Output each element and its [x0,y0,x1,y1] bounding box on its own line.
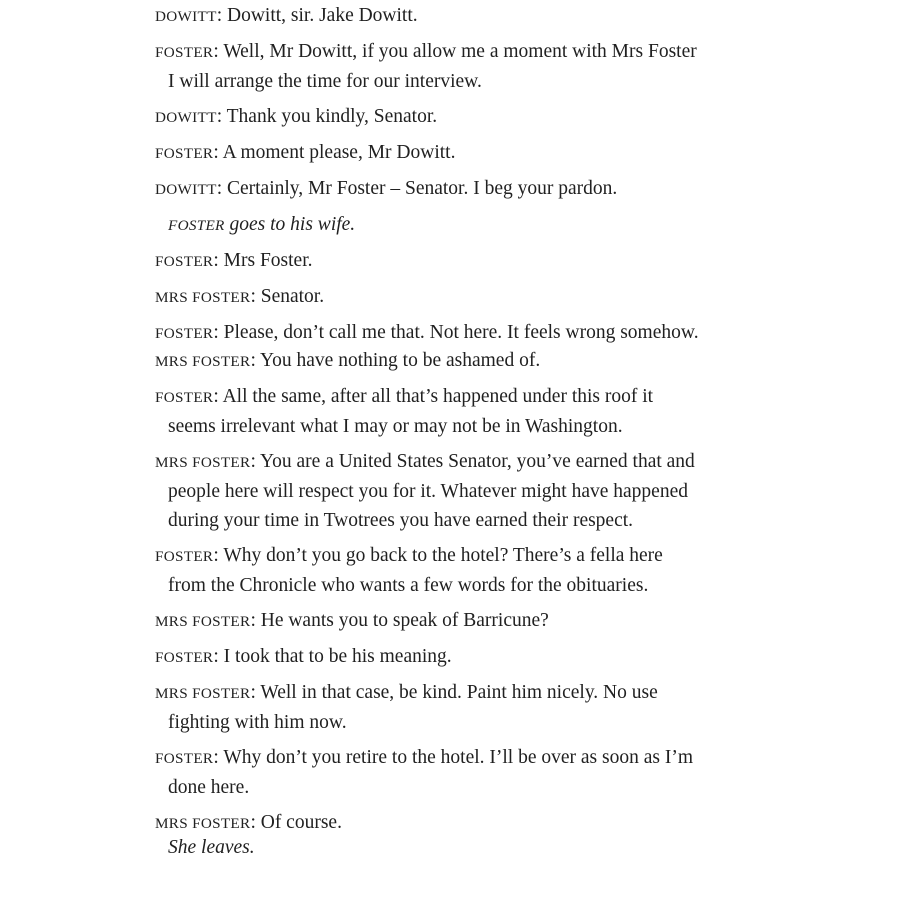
dialogue-line: FOSTER: A moment please, Mr Dowitt. [155,142,456,163]
script-text [155,1,700,868]
dialogue-text: A moment please, Mr Dowitt. [222,142,456,163]
dialogue-line: FOSTER: Well, Mr Dowitt, if you allow me a moment with Mrs Foster I will arrange the time for our interview. [155,41,697,92]
dialogue-text: You are a United States Senator, you’ve earned that and people here will respect you for it. Whatever might have happened during your time in Twotrees you have earned their respect. [168,451,695,531]
speaker-name: FOSTER [155,389,214,406]
dialogue-line: DOWITT: Dowitt, sir. Jake Dowitt. [155,5,418,26]
stage-direction [168,833,700,862]
speaker-name: MRS FOSTER [155,613,251,630]
dialogue-text: Senator. [260,286,325,307]
speaker-name: DOWITT [155,109,217,126]
speaker-name: MRS FOSTER [155,815,251,832]
dialogue-text: I took that to be his meaning. [223,646,452,667]
speaker-name: FOSTER [155,253,214,270]
dialogue-text: Dowitt, sir. Jake Dowitt. [226,5,418,26]
dialogue-line: FOSTER: Why don’t you go back to the hotel? There’s a fella here from the Chronicle who wants a few words for the obituaries. [155,545,663,596]
dialogue-text: Of course. [260,812,342,833]
speaker-name: FOSTER [155,649,214,666]
speaker-name: MRS FOSTER [155,454,251,471]
dialogue-line: FOSTER: Why don’t you retire to the hotel. I’ll be over as soon as I’m done here. [155,747,693,798]
dialogue-text: He wants you to speak of Barricune? [260,610,549,631]
speaker-name: FOSTER [155,145,214,162]
dialogue-line: FOSTER: Mrs Foster. [155,250,313,271]
speaker-name: MRS FOSTER [155,685,251,702]
speaker-name: DOWITT [155,8,217,25]
stage-direction-text: goes to his wife. [229,214,356,235]
speaker-name: FOSTER [168,217,225,234]
speaker-name: FOSTER [155,750,214,767]
dialogue-text: Thank you kindly, Senator. [226,106,438,127]
dialogue-line: FOSTER: I took that to be his meaning. [155,646,452,667]
stage-direction-text: She leaves. [168,837,255,858]
speaker-name: DOWITT [155,181,217,198]
dialogue-line: MRS FOSTER: You have nothing to be ashamed of. [155,350,541,371]
speaker-name: MRS FOSTER [155,289,251,306]
dialogue-text: All the same, after all that’s happened under this roof it seems irrelevant what I may or may not be in Washington. [168,386,654,437]
dialogue-line: MRS FOSTER: Senator. [155,286,325,307]
speaker-name: FOSTER [155,548,214,565]
dialogue-line: MRS FOSTER: He wants you to speak of Barricune? [155,610,549,631]
stage-direction [168,210,700,240]
speaker-name: MRS FOSTER [155,353,251,370]
speaker-name: FOSTER [155,44,214,61]
dialogue-line: MRS FOSTER: Well in that case, be kind. Paint him nicely. No use fighting with him now. [155,682,658,733]
dialogue-line: FOSTER: All the same, after all that’s happened under this roof it seems irrelevant what I may or may not be in Washington. [155,386,654,437]
dialogue-text: Certainly, Mr Foster – Senator. I beg your pardon. [226,178,618,199]
dialogue-text: Well, Mr Dowitt, if you allow me a moment with Mrs Foster I will arrange the time for our interview. [168,41,697,92]
dialogue-line: FOSTER: Please, don’t call me that. Not here. It feels wrong somehow. [155,322,699,343]
dialogue-text: Please, don’t call me that. Not here. It feels wrong somehow. [223,322,699,343]
dialogue-line: DOWITT: Thank you kindly, Senator. [155,106,438,127]
dialogue-text: Mrs Foster. [223,250,313,271]
dialogue-text: Well in that case, be kind. Paint him nicely. No use fighting with him now. [168,682,658,733]
speaker-name: FOSTER [155,325,214,342]
dialogue-line: MRS FOSTER: You are a United States Senator, you’ve earned that and people here will respect you for it. Whatever might have happened during your time in Twotrees you have earned their respect. [155,451,695,531]
dialogue-text: Why don’t you retire to the hotel. I’ll be over as soon as I’m done here. [168,747,693,798]
dialogue-text: Why don’t you go back to the hotel? There’s a fella here from the Chronicle who wants a few words for the obituaries. [168,545,663,596]
dialogue-line: DOWITT: Certainly, Mr Foster – Senator. I beg your pardon. [155,178,618,199]
dialogue-text: You have nothing to be ashamed of. [260,350,541,371]
dialogue-line: MRS FOSTER: Of course. [155,812,342,833]
